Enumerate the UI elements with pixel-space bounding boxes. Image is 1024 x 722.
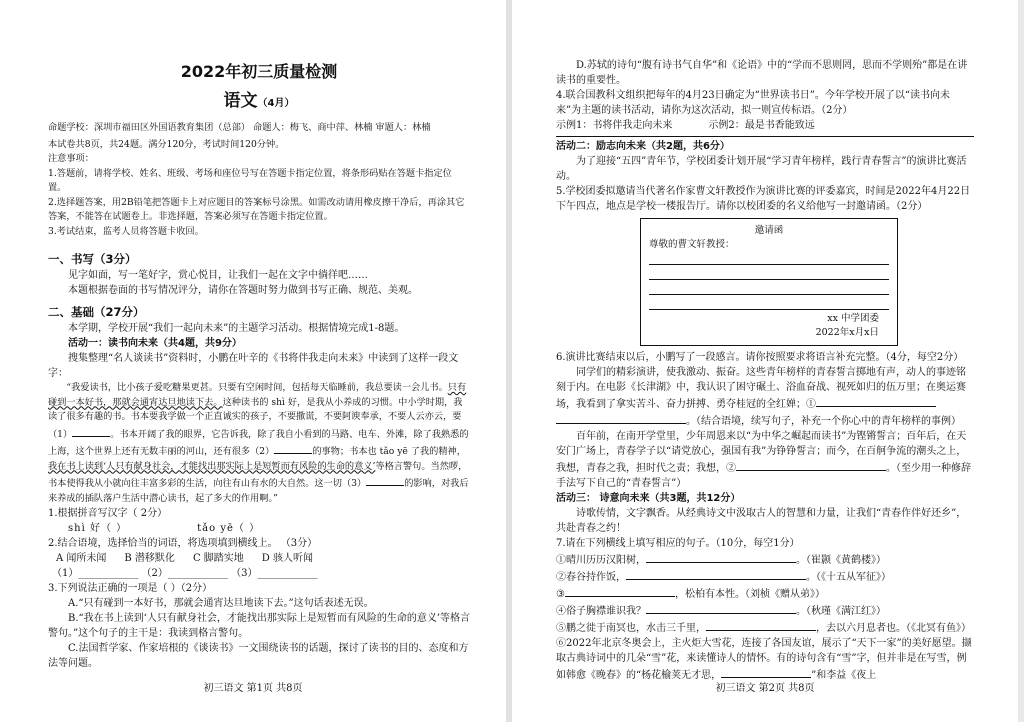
question-2-options — [48, 551, 470, 566]
reading-passage — [48, 381, 470, 506]
passage-part-a: “我爱读书，比小孩子爱吃糖果更甚。只要有空闲时间，包括每天临睡前，我总要读一会儿书。 — [66, 382, 448, 393]
question-6-blank-1b[interactable] — [556, 412, 686, 424]
question-6-text-1: 同学们的精彩演讲，使我激动、振奋。这些青年榜样的青春誓言掷地有声，动人的事迹铭刻于内。在电影《长津湖》中，我认识了困守碾土、浴血奋战、视死如归的伍万里；在奥运赛场，我看到了拿实苦斗、奋力拼搏、勇夺桂冠的全红婵；① — [556, 367, 966, 410]
invitation-line-1[interactable] — [649, 252, 889, 265]
q7-2-source: 。（《十五从军征》） — [806, 572, 891, 583]
question-7-item-5 — [556, 619, 974, 636]
q7-4-source: 。（秋瑾《满江红》） — [796, 606, 886, 617]
q7-6-text-end: ”和李益《夜上 — [811, 670, 877, 681]
q7-5-blank[interactable] — [706, 619, 816, 631]
section-1-text-2: 本题根据卷面的书写情况评分，请你在答题时努力做到书写正确、规范、美观。 — [68, 285, 418, 296]
question-6-blank-1[interactable] — [816, 395, 936, 407]
q7-5-source: ，去以六月息者也。（《北冥有鱼》） — [816, 623, 971, 634]
invitation-line-3[interactable] — [649, 282, 889, 295]
activity-2-intro: 为了迎接“五四”青年节，学校团委计划开展“学习青年榜样，践行青春誓言”的演讲比赛活动。 — [556, 156, 967, 182]
q7-3-blank[interactable] — [565, 585, 675, 597]
activity-1-title: 活动一：读书向未来（共4题，共9分） — [68, 338, 242, 349]
notice-1: 1.答题前，请将学校、姓名、班级、考场和座位号写在答题卡指定位置，将条形码贴在答题卡指定位置。 — [48, 167, 452, 193]
question-7-item-1 — [556, 551, 974, 568]
option-a: A 闻所未闻 — [56, 553, 107, 564]
question-3-option-d: D.苏轼的诗句“腹有诗书气自华”和《论语》中的“学而不思则罔，思而不学则殆”都是在讲读书的重要性。 — [556, 60, 968, 86]
question-1-item-a[interactable]: shì 好（ ） — [68, 523, 128, 534]
question-6-hint-1: 。（结合语境，续写句子，补充一个你心中的青年榜样的事例） — [686, 416, 961, 427]
invitation-signature: xx 中学团委 — [827, 313, 879, 324]
question-4-example-1: 示例1：书将伴我走向未来 — [556, 120, 673, 131]
question-6-hint-2: 。（至少用一种修辞手法写下自己的“青春誓言”） — [556, 463, 971, 489]
passage-wavy-sentence-1: 只有碰到一本好书，那就会通宵达旦地读下去。 — [48, 382, 467, 408]
activity-3-intro: 诗歌传情，文字飘香。从经典诗文中汲取古人的智慧和力量，让我们“青春作伴好还乡”，共赴青春之约！ — [556, 508, 967, 534]
q7-3-source: ，松柏有本性。（刘桢《赠从弟》） — [674, 589, 825, 600]
page-2 — [512, 0, 1018, 722]
q7-1-text: ①晴川历历汉阳树， — [556, 555, 646, 566]
question-4-example-2: 示例2：最是书香能致远 — [708, 120, 815, 131]
section-2-intro: 本学期，学校开展“我们一起向未来”的主题学习活动。根据情境完成1-8题。 — [68, 323, 405, 334]
question-5: 5.学校团委拟邀请当代著名作家曹文轩教授作为演讲比赛的评委嘉宾，时间是2022年4月22日下午四点，地点是学校一楼报告厅。请你以校团委的名义给他写一封邀请函。（2分） — [556, 186, 971, 212]
passage-part-e: 等格言警句。当然啰，书本使得我从小就向往丰富多彩的生活，向往有山有水的大自然。这一切（3） — [48, 460, 468, 489]
q7-1-source: 。（崔颢《黄鹤楼》） — [796, 555, 886, 566]
q7-6-text: ⑥2022年北京冬奥会上，主火炬大雪花，连接了各国友谊，展示了“天下一家”的美好愿望。撷取古典诗词中的几朵“雪”花，来读懂诗人的情怀。有的诗句含有“雪”字，但并非是在写雪，例如韩愈《晚春》的“杨花榆荚无才思， — [556, 638, 972, 681]
question-6-text-2: 百年前，在南开学堂里，少年周恩来以“为中华之崛起而读书”为铿锵誓言；百年后，在天安门广场上，青春学子以“请党放心，强国有我”为铮铮誓言；而今，在百舸争流的潮头之上，我想，青春之我，担时代之责；我想，② — [556, 431, 967, 474]
exam-meta: 命题学校：深圳市福田区外国语教育集团（总部） 命题人：梅飞、商中萍、林楠 审题人：林楠 — [48, 122, 431, 133]
page-1-content — [48, 0, 470, 671]
question-6: 6.演讲比赛结束以后，小鹏写了一段感言。请你按照要求将语言补充完整。（4分，每空2分） — [556, 352, 964, 363]
exam-title: 2022年初三质量检测 — [180, 62, 338, 81]
notice-title: 注意事项： — [48, 153, 94, 164]
page-1-footer: 初三语文 第1页 共8页 — [203, 683, 303, 694]
question-1-items — [48, 521, 470, 536]
option-b: B 潜移默化 — [124, 553, 175, 564]
subject-note: （4月） — [257, 98, 295, 109]
q7-2-blank[interactable] — [626, 568, 806, 580]
blank-3[interactable] — [366, 474, 404, 486]
blank-2[interactable] — [274, 442, 312, 454]
question-4: 4.联合国教科文组织把每年的4月23日确定为“世界读书日”。今年学校开展了以“读书向未来”为主题的读书活动，请你为这次活动，拟一则宣传标语。（2分） — [556, 90, 950, 116]
q7-3-text: ③ — [556, 589, 565, 600]
question-7-item-6 — [556, 636, 974, 683]
page-2-content — [556, 58, 974, 683]
section-2-title: 二、基础（27分） — [48, 305, 145, 319]
activity-3-title: 活动三： 诗意向未来（共3题，共12分） — [556, 493, 741, 504]
question-3: 3.下列说法正确的一项是（ ）（2分） — [48, 583, 213, 594]
activity-1-intro: 搜集整理“名人谈读书”资料时，小鹏在叶辛的《书将伴我走向未来》中读到了这样一段文字： — [48, 353, 459, 379]
activity-2-title: 活动二：励志向未来（共2题，共6分） — [556, 141, 730, 152]
q7-5-text: ⑤鹏之徙于南冥也，水击三千里， — [556, 623, 706, 634]
invitation-title: 邀请函 — [754, 225, 784, 236]
blank-1[interactable] — [72, 425, 110, 437]
question-1: 1.根据拼音写汉字（ 2分） — [48, 508, 168, 519]
question-2: 2.结合语境，选择恰当的词语，将选项填到横线上。 （3分） — [48, 538, 318, 549]
section-1-text-1: 见字如面，写一笔好字，赏心悦目，让我们一起在文字中徜徉吧…… — [68, 270, 368, 281]
question-3-option-a: A.“只有碰到一本好书，那就会通宵达旦地读下去。”这句话表述无误。 — [68, 598, 374, 609]
q7-4-blank[interactable] — [646, 602, 796, 614]
passage-part-c: 。书本开阔了我的眼界，它告诉我，除了我自小看到的马路、电车、外滩，除了我熟悉的上海，这个世界上还有无数丰丽的河山，还有很多（2） — [48, 428, 469, 457]
passage-part-b: 这种读书的 shì 好，是我从小养成的习惯。中小学时期，我读了很多有趣的书。书本要我学做一个正直诚实的孩子，不要撒谎，不要阿谀奉承，不要人云亦云，要（1） — [48, 396, 463, 440]
invitation-line-4[interactable] — [649, 297, 889, 310]
question-7-item-2 — [556, 568, 974, 585]
question-3-option-c: C.法国哲学家、作家培根的《谈读书》一文围绕读书的话题，探讨了读书的目的、态度和方法等问题。 — [48, 643, 469, 669]
question-6-para-2 — [556, 429, 974, 491]
option-d: D 骇人听闻 — [261, 553, 313, 564]
q7-6-blank[interactable] — [721, 666, 811, 678]
question-7: 7.请在下列横线上填写相应的句子。（10分，每空1分） — [556, 538, 800, 549]
page-1 — [0, 0, 506, 722]
question-4-examples — [556, 118, 974, 133]
passage-part-f: 的影响，对我后来养成的插队落户生活中潜心读书，起了多大的作用啊。” — [48, 478, 469, 504]
option-c: C 脚踏实地 — [192, 553, 244, 564]
invitation-line-2[interactable] — [649, 267, 889, 280]
question-7-item-4 — [556, 602, 974, 619]
question-6-para-1 — [556, 365, 974, 429]
q7-2-text: ②春谷持作饭， — [556, 572, 626, 583]
section-1-title: 一、书写（3分） — [48, 252, 137, 266]
invitation-date: 2022年x月x日 — [815, 327, 879, 338]
question-6-blank-2[interactable] — [736, 459, 886, 471]
question-1-item-b[interactable]: tǎo yē（ ） — [197, 523, 261, 534]
notice-3: 3.考试结束，监考人员将答题卡收回。 — [48, 225, 204, 237]
passage-part-d: 的事物；书本也 tǎo yē 了我的精神， — [312, 446, 466, 457]
subject-name: 语文 — [223, 91, 258, 111]
invitation-letter-box[interactable] — [640, 218, 898, 346]
question-3-option-b: B.“我在书上读到‘人只有献身社会，才能找出那实际上是短暂而有风险的生命的意义’等格言警句。”这个句子的主干是：我读到格言警句。 — [48, 613, 470, 639]
question-7-item-3 — [556, 585, 974, 602]
answer-line[interactable] — [556, 136, 974, 137]
page-2-footer: 初三语文 第2页 共8页 — [715, 683, 815, 694]
invitation-greeting: 尊敬的曹文轩教授： — [649, 239, 735, 250]
q7-4-text: ④俗子胸襟谁识我？ — [556, 606, 646, 617]
passage-wavy-sentence-2: 我在书上读到‘人只有献身社会，才能找出那实际上是短暂而有风险的生命的意义’ — [48, 460, 376, 472]
q7-1-blank[interactable] — [646, 551, 796, 563]
subject-title — [48, 90, 470, 115]
exam-info: 本试卷共8页，共24题。满分120分，考试时间120分钟。 — [48, 138, 285, 150]
notice-2: 2.选择题答案，用2B铅笔把答题卡上对应题目的答案标号涂黑。如需改动请用橡皮擦干净后，再涂其它答案，不能答在试题卷上。非选择题，答案必须写在答题卡指定位置。 — [48, 196, 465, 222]
question-2-blanks[interactable]: （1）____________ （2）____________ （3）____________ — [52, 568, 318, 579]
